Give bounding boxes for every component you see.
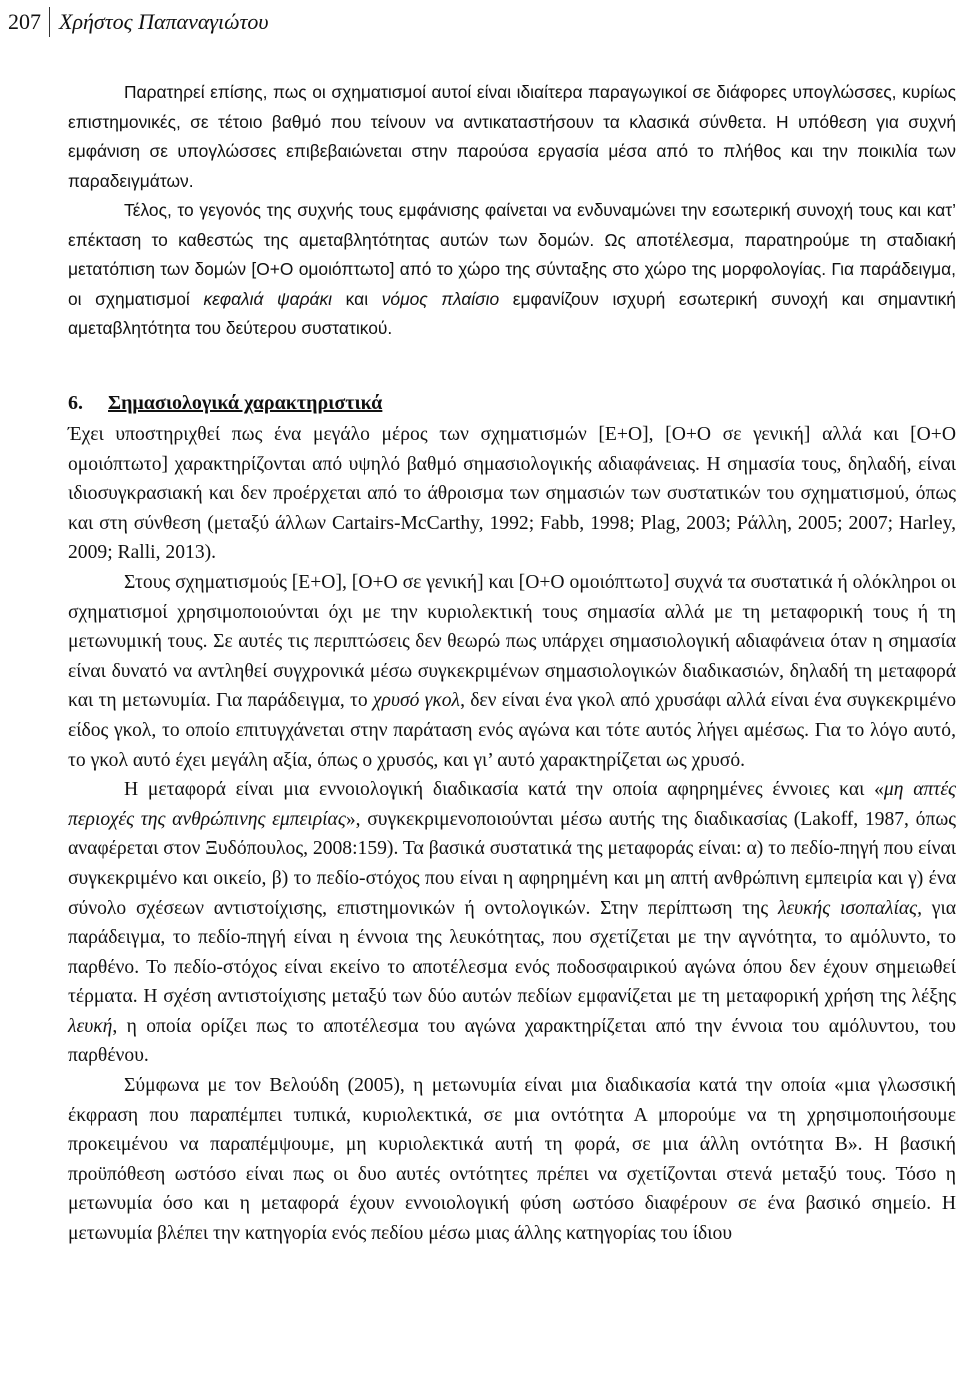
italic-term: νόμος πλαίσιο: [381, 288, 500, 309]
text-run: Παρατηρεί επίσης, πως οι σχηματισμοί αυτοί είναι ιδιαίτερα παραγωγικοί σε διάφορες υπογλώσσες, κυρίως επιστημονικές, σε τέτοιο βαθμό που τείνουν να αντικαταστήσουν τα κλασικά σύνθετα. Η υπόθεση για συχνή εμφάνιση σε υπογλώσσες επιβεβαιώνεται στην παρούσα εργασία μέσα από το πλήθος και την ποικιλία των παραδειγμάτων.: [68, 82, 956, 191]
running-header: [8, 4, 268, 40]
italic-term: λευκής ισοπαλίας,: [777, 897, 923, 919]
section-a: [68, 78, 956, 344]
text-run: Τέλος, το γεγονός της συχνής τους εμφάνισης φαίνεται να ενδυναμώνει την εσωτερική συνοχή τους και κατ’ επέκταση το καθεστώς της αμεταβλητότητας αυτών των δομών. Ως αποτέλεσμα, παρατηρούμε τη σταδιακή μετατόπιση των δομών [Ο+Ο ομοιόπτωτο] από το χώρο της σύνταξης στο χώρο της μορφολογίας. Για παράδειγμα, οι σχηματισμοί: [68, 200, 956, 309]
page-number: 207: [8, 7, 50, 37]
section-number: 6.: [68, 392, 83, 414]
text-run: και: [332, 288, 382, 309]
text-run: », συγκεκριμενοποιούνται μέσω αυτής της διαδικασίας (Lakoff, 1987, όπως αναφέρεται στον Ξυδόπουλος, 2008:159). Τα βασικά συστατικά της μεταφοράς είναι: α) το πεδίο-πηγή που είναι συγκεκριμένο και οικείο, β) το πεδίο-στόχος που είναι η αφηρημένη και μη απτή ανθρώπινη εμπειρία και γ) ένα σύνολο σχέσεων αντιστοίχισης, επιστημονικών ή οντολογικών. Στην περίπτωση της: [68, 808, 957, 919]
paragraph: [68, 775, 956, 1071]
paragraph: [68, 568, 956, 775]
italic-term: κεφαλιά ψαράκι: [203, 288, 333, 309]
italic-term: λευκή: [68, 1015, 113, 1037]
italic-term: μη απτές περιοχές της ανθρώπινης εμπειρίας: [68, 779, 956, 830]
paragraph: [68, 78, 956, 196]
text-run: για παράδειγμα, το πεδίο-πηγή είναι η έννοια της λευκότητας, που σχετίζεται με την αγνότητα, το αμόλυντο, το παρθένο. Το πεδίο-στόχος είναι εκείνο το αποτέλεσμα ενός ποδοσφαιρικού αγώνα όπου δεν έχουν σημειωθεί τέρματα. Η σχέση αντιστοίχισης μεταξύ των δύο αυτών πεδίων εμφανίζεται με τη μεταφορική χρήση της λέξης: [68, 897, 956, 1008]
paragraph: [68, 1071, 956, 1249]
section-title: Σημασιολογικά χαρακτηριστικά: [108, 392, 383, 414]
section-heading: [68, 392, 382, 415]
text-run: Στους σχηματισμούς [Ε+Ο], [Ο+Ο σε γενική] και [Ο+Ο ομοιόπτωτο] συχνά τα συστατικά ή ολόκληροι οι σχηματισμοί χρησιμοποιούνται όχι με την κυριολεκτική τους σημασία αλλά με τη μεταφορική τους ή τη μετωνυμική τους. Σε αυτές τις περιπτώσεις δεν θεωρώ πως υπάρχει σημασιολογική αδιαφάνεια όταν η σημασία είναι δυνατό να αντληθεί συγχρονικά μέσω συγκεκριμένων σημασιολογικών διαδικασιών, δηλαδή τη μεταφορά και τη μετωνυμία. Για παράδειγμα, το: [68, 571, 956, 712]
running-author: Χρήστος Παπαναγιώτου: [59, 9, 269, 34]
italic-term: χρυσό γκολ: [372, 690, 461, 712]
section-b: [68, 420, 956, 1249]
text-run: Έχει υποστηριχθεί πως ένα μεγάλο μέρος των σχηματισμών [Ε+Ο], [Ο+Ο σε γενική] αλλά και [Ο+Ο ομοιόπτωτο] χαρακτηρίζονται από υψηλό βαθμό σημασιολογικής αδιαφάνειας. Η σημασία τους, δηλαδή, είναι ιδιοσυγκρασιακή και δεν προέρχεται από το άθροισμα των σημασιών των συστατικών του σχηματισμού, όπως και στη σύνθεση (μεταξύ άλλων Cartairs-McCarthy, 1992; Fabb, 1998; Plag, 2003; Ράλλη, 2005; 2007; Harley, 2009; Ralli, 2013).: [68, 424, 956, 564]
paragraph: [68, 196, 956, 344]
paragraph: [68, 420, 956, 568]
text-run: , δεν είναι ένα γκολ από χρυσάφι αλλά είναι ένα συγκεκριμένο είδος γκολ, το οποίο επιτυγχάνεται στην παράταση ενός αγώνα και τότε αυτός λήγει αμέσως. Για το λόγο αυτό, το γκολ αυτό έχει μεγάλη αξία, όπως ο χρυσός, και γι’ αυτό χαρακτηρίζεται ως χρυσό.: [68, 690, 956, 771]
text-run: Σύμφωνα με τον Βελούδη (2005), η μετωνυμία είναι μια διαδικασία κατά την οποία «μια γλωσσική έκφραση που παραπέμπει τυπικά, κυριολεκτικά, σε μια οντότητα Α μπορούμε να τη χρησιμοποιήσουμε προκειμένου να παραπέμψουμε, μη κυριολεκτικά αυτή τη φορά, σε μια άλλη οντότητα Β». Η βασική προϋπόθεση ωστόσο είναι πως οι δυο αυτές οντότητες πρέπει να σχετίζονται στενά μεταξύ τους. Τόσο η μετωνυμία όσο και η μεταφορά έχουν εννοιολογική φύση ωστόσο διαφέρουν σε ένα βασικό σημείο. Η μετωνυμία βλέπει την κατηγορία ενός πεδίου μέσω μιας άλλης κατηγορίας του ίδιου: [68, 1075, 956, 1245]
text-run: Η μεταφορά είναι μια εννοιολογική διαδικασία κατά την οποία αφηρημένες έννοιες και «: [124, 779, 884, 801]
text-run: , η οποία ορίζει πως το αποτέλεσμα του αγώνα χαρακτηρίζεται από την έννοια του αμόλυντου, του παρθένου.: [68, 1015, 956, 1067]
text-run: εμφανίζουν ισχυρή εσωτερική συνοχή και σημαντική αμεταβλητότητα του δεύτερου συστατικού.: [68, 288, 956, 338]
